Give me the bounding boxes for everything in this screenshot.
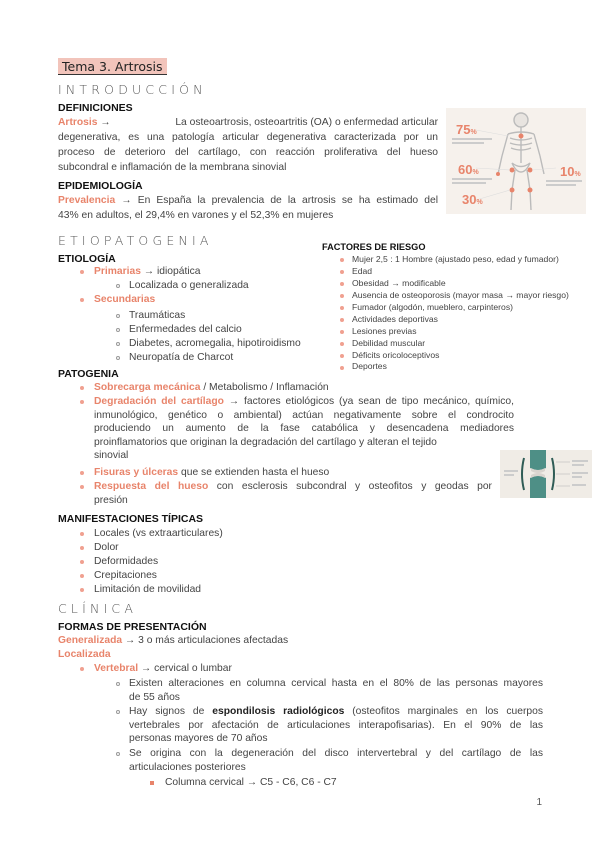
vertebral-sub-3: Se origina con la degeneración del disco intervertebral y del cartílago de las articulaciones posteriores (129, 748, 543, 773)
stat-30: 30% (462, 192, 483, 207)
factor-item: Actividades deportivas (352, 314, 438, 324)
stat-60: 60% (458, 162, 479, 177)
stat-10: 10% (560, 164, 581, 179)
sec-item: Traumáticas (129, 310, 186, 321)
factor-item: Mujer 2,5 : 1 Hombre (ajustado peso, edad y fumador) (352, 254, 559, 264)
patogenia-item-4: Respuesta del hueso con esclerosis subcondral y osteofitos y geodas por presión (94, 481, 492, 506)
factor-item: Deportes (352, 361, 387, 371)
etiologia-primarias: Primarias → idiopática (94, 266, 201, 277)
patogenia-item-2: Degradación del cartílago → factores etiológicos (ya sean de tipo mecánico, químico, inmunológico, genético o ambiental) actúan negativamente sobre el condrocito produciendo un aumento de la fase catabólica y desencadena mediadores proinflamatorios que originan la degradación del cartílago y alteran el tejido sinovial (94, 396, 514, 461)
term-artrosis: Artrosis (58, 117, 98, 128)
section-clinica: CLÍNICA (58, 601, 138, 616)
section-etiopatogenia: ETIOPATOGENIA (58, 233, 213, 248)
sec-item: Neuropatía de Charcot (129, 352, 234, 363)
term-prevalencia: Prevalencia (58, 195, 116, 206)
page-number: 1 (536, 797, 542, 808)
factor-item: Lesiones previas (352, 326, 417, 336)
manifestacion-item: Crepitaciones (94, 570, 157, 581)
manifestacion-item: Dolor (94, 542, 119, 553)
factor-item: Fumador (algodón, mueblero, carpinteros) (352, 302, 513, 312)
section-introduccion: INTRODUCCIÓN (58, 82, 207, 97)
vertebral-sub-sub: Columna cervical → C5 - C6, C6 - C7 (165, 777, 337, 788)
epidemiologia-heading: EPIDEMIOLOGÍA (58, 180, 143, 192)
vertebral-sub-2: Hay signos de espondilosis radiológicos (osteofitos marginales en los cuerpos vertebrales por afectación de articulaciones interapofisarias). En el 90% de las personas mayores de 70 años (129, 706, 543, 744)
factor-item: Ausencia de osteoporosis (mayor masa → mayor riesgo) (352, 290, 569, 300)
stat-75: 75% (456, 122, 477, 137)
vertebral-sub-1: Existen alteraciones en columna cervical hasta en el 80% de las personas mayores de 55 años (129, 678, 543, 703)
patogenia-item-1: Sobrecarga mecánica / Metabolismo / Inflamación (94, 382, 329, 393)
sec-item: Diabetes, acromegalia, hipotiroidismo (129, 338, 301, 349)
factor-item: Edad (352, 266, 373, 276)
forma-localizada: Localizada (58, 649, 111, 660)
epidemiologia-paragraph: Prevalencia → En España la prevalencia de la artrosis se ha estimado del 43% en adultos, el 29,4% en varones y el 52,3% en mujeres (58, 195, 438, 221)
page-title: Tema 3. Artrosis (58, 58, 167, 75)
manifestacion-item: Deformidades (94, 556, 159, 567)
sec-item: Enfermedades del calcio (129, 324, 242, 335)
skeleton-figure (446, 108, 586, 214)
etiologia-heading: ETIOLOGÍA (58, 253, 116, 265)
definiciones-paragraph: Artrosis → La osteoartrosis, osteoartritis (OA) o enfermedad articular degenerativa, es una patología articular degenerativa caracterizada por un proceso de deterioro del cartílago, con reacción proliferativa del hueso subcondral e inflamación de la membrana sinovial (58, 117, 438, 173)
formas-heading: FORMAS DE PRESENTACIÓN (58, 621, 207, 633)
factores-heading: FACTORES DE RIESGO (322, 242, 426, 252)
manifestacion-item: Limitación de movilidad (94, 584, 202, 595)
patogenia-heading: PATOGENIA (58, 368, 119, 380)
forma-vertebral: Vertebral → cervical o lumbar (94, 663, 232, 674)
factor-item: Obesidad → modificable (352, 278, 446, 288)
etiologia-primarias-sub: Localizada o generalizada (129, 280, 249, 291)
patogenia-item-3: Fisuras y úlceras que se extienden hasta el hueso (94, 467, 330, 478)
definiciones-heading: DEFINICIONES (58, 102, 133, 114)
joint-figure (500, 450, 592, 498)
factor-item: Debilidad muscular (352, 338, 426, 348)
forma-generalizada: Generalizada → 3 o más articulaciones afectadas (58, 635, 289, 646)
factor-item: Déficits oricoloceptivos (352, 350, 440, 360)
etiologia-secundarias: Secundarias (94, 294, 156, 305)
manifestacion-item: Locales (vs extraarticulares) (94, 528, 223, 539)
manifestaciones-heading: MANIFESTACIONES TÍPICAS (58, 513, 204, 525)
